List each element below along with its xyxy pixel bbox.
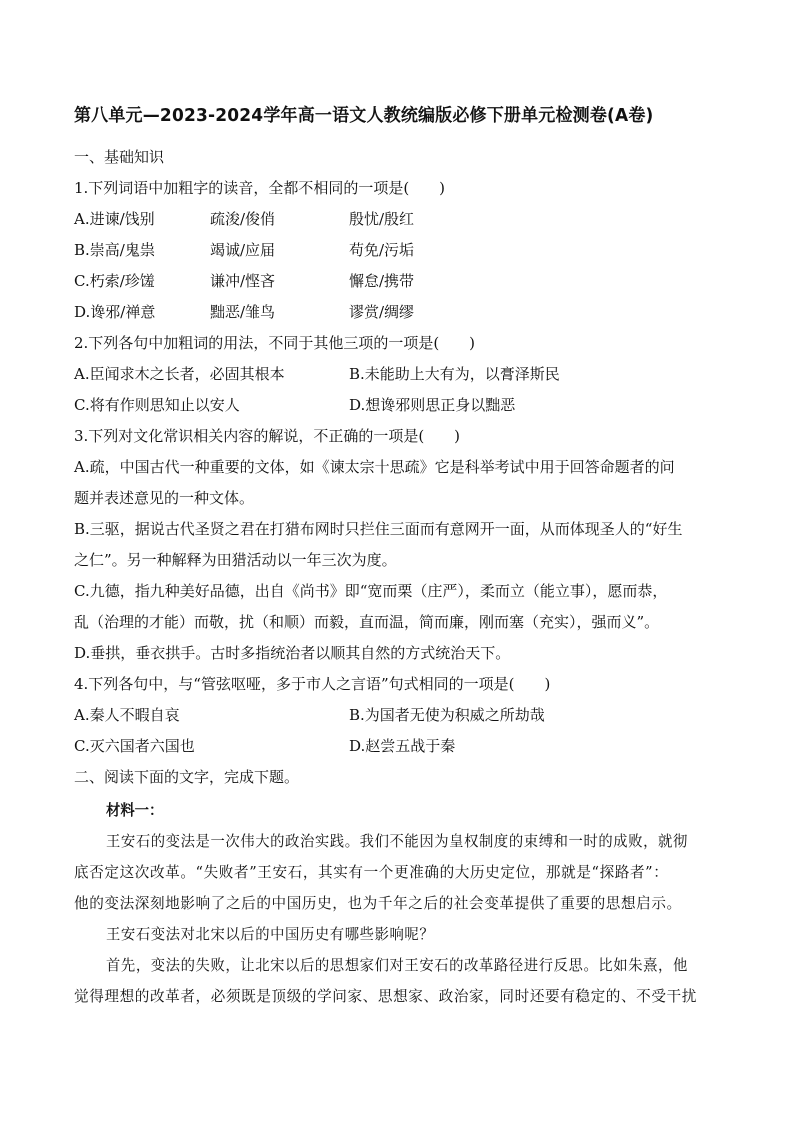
q4-option-a: A.秦人不暇自哀 bbox=[74, 706, 180, 724]
material-p1-line3: 他的变法深刻地影响了之后的中国历史，也为千年之后的社会变革提供了重要的思想启示。 bbox=[74, 895, 682, 912]
q3-option-b-line1: B.三驱，据说古代圣贤之君在打猎布网时只拦住三面而有意网开一面，从而体现圣人的“好生 bbox=[74, 520, 683, 538]
q1-option-a-1: A.进谏/饯别 bbox=[74, 210, 155, 228]
q2-option-d: D.想谗邪则思正身以黜恶 bbox=[349, 396, 516, 414]
q1-option-a-3: 殷忧/殷红 bbox=[349, 210, 415, 228]
q1-option-b-2: 竭诚/应届 bbox=[210, 241, 276, 259]
question-2-stem: 2.下列各句中加粗词的用法，不同于其他三项的一项是( ) bbox=[74, 334, 476, 352]
material-p3-line2: 觉得理想的改革者，必须既是顶级的学问家、思想家、政治家，同时还要有稳定的、不受干扰 bbox=[74, 988, 697, 1005]
q3-option-c-line1: C.九德，指九种美好品德，出自《尚书》即“宽而栗（庄严），柔而立（能立事），愿而恭， bbox=[74, 582, 668, 600]
q2-option-c: C.将有作则思知止以安人 bbox=[74, 396, 240, 414]
page-title: 第八单元—2023-2024学年高一语文人教统编版必修下册单元检测卷(A卷) bbox=[74, 106, 654, 126]
question-4-stem: 4.下列各句中，与“管弦呕哑，多于市人之言语”句式相同的一项是( ) bbox=[74, 675, 551, 693]
q1-option-a-2: 疏浚/俊俏 bbox=[210, 210, 276, 228]
question-3-stem: 3.下列对文化常识相关内容的解说，不正确的一项是( ) bbox=[74, 427, 461, 445]
q2-option-a: A.臣闻求木之长者，必固其根本 bbox=[74, 365, 285, 383]
material-p2: 王安石变法对北宋以后的中国历史有哪些影响呢？ bbox=[106, 926, 435, 943]
section-heading-1: 一、基础知识 bbox=[74, 148, 165, 166]
q3-option-b-line2: 之仁”。另一种解释为田猎活动以一年三次为度。 bbox=[74, 551, 397, 569]
q3-option-c-line2: 乱（治理的才能）而敬，扰（和顺）而毅，直而温，简而廉，刚而塞（充实），强而义”。 bbox=[74, 613, 660, 631]
q1-option-c-1: C.朽索/珍馐 bbox=[74, 272, 155, 290]
material-p1-line1: 王安石的变法是一次伟大的政治实践。我们不能因为皇权制度的束缚和一时的成败，就彻 bbox=[106, 833, 688, 850]
q4-option-b: B.为国者无使为积威之所劫哉 bbox=[349, 706, 545, 724]
q3-option-d: D.垂拱，垂衣拱手。古时多指统治者以顺其自然的方式统治天下。 bbox=[74, 644, 511, 662]
q3-option-a-line1: A.疏，中国古代一种重要的文体，如《谏太宗十思疏》它是科举考试中用于回答命题者的问 bbox=[74, 458, 675, 476]
q4-option-d: D.赵尝五战于秦 bbox=[349, 737, 456, 755]
section-heading-2: 二、阅读下面的文字，完成下题。 bbox=[74, 768, 300, 786]
q2-option-b: B.未能助上大有为，以膏泽斯民 bbox=[349, 365, 560, 383]
q1-option-d-2: 黜恶/雏鸟 bbox=[210, 303, 276, 321]
q1-option-c-2: 谦冲/悭吝 bbox=[210, 272, 276, 290]
q4-option-c: C.灭六国者六国也 bbox=[74, 737, 195, 755]
q1-option-c-3: 懈怠/携带 bbox=[349, 272, 415, 290]
material-heading: 材料一： bbox=[106, 802, 164, 819]
q1-option-d-3: 谬赏/绸缪 bbox=[349, 303, 415, 321]
q1-option-d-1: D.谗邪/禅意 bbox=[74, 303, 156, 321]
q3-option-a-line2: 题并表述意见的一种文体。 bbox=[74, 489, 255, 507]
q1-option-b-1: B.崇高/鬼祟 bbox=[74, 241, 155, 259]
material-p3-line1: 首先，变法的失败，让北宋以后的思想家们对王安石的改革路径进行反思。比如朱熹，他 bbox=[106, 957, 688, 974]
q1-option-b-3: 苟免/污垢 bbox=[349, 241, 415, 259]
material-p1-line2: 底否定这次改革。“失败者”王安石，其实有一个更准确的大历史定位，那就是“探路者”： bbox=[74, 864, 669, 881]
question-1-stem: 1.下列词语中加粗字的读音，全都不相同的一项是( ) bbox=[74, 179, 446, 197]
